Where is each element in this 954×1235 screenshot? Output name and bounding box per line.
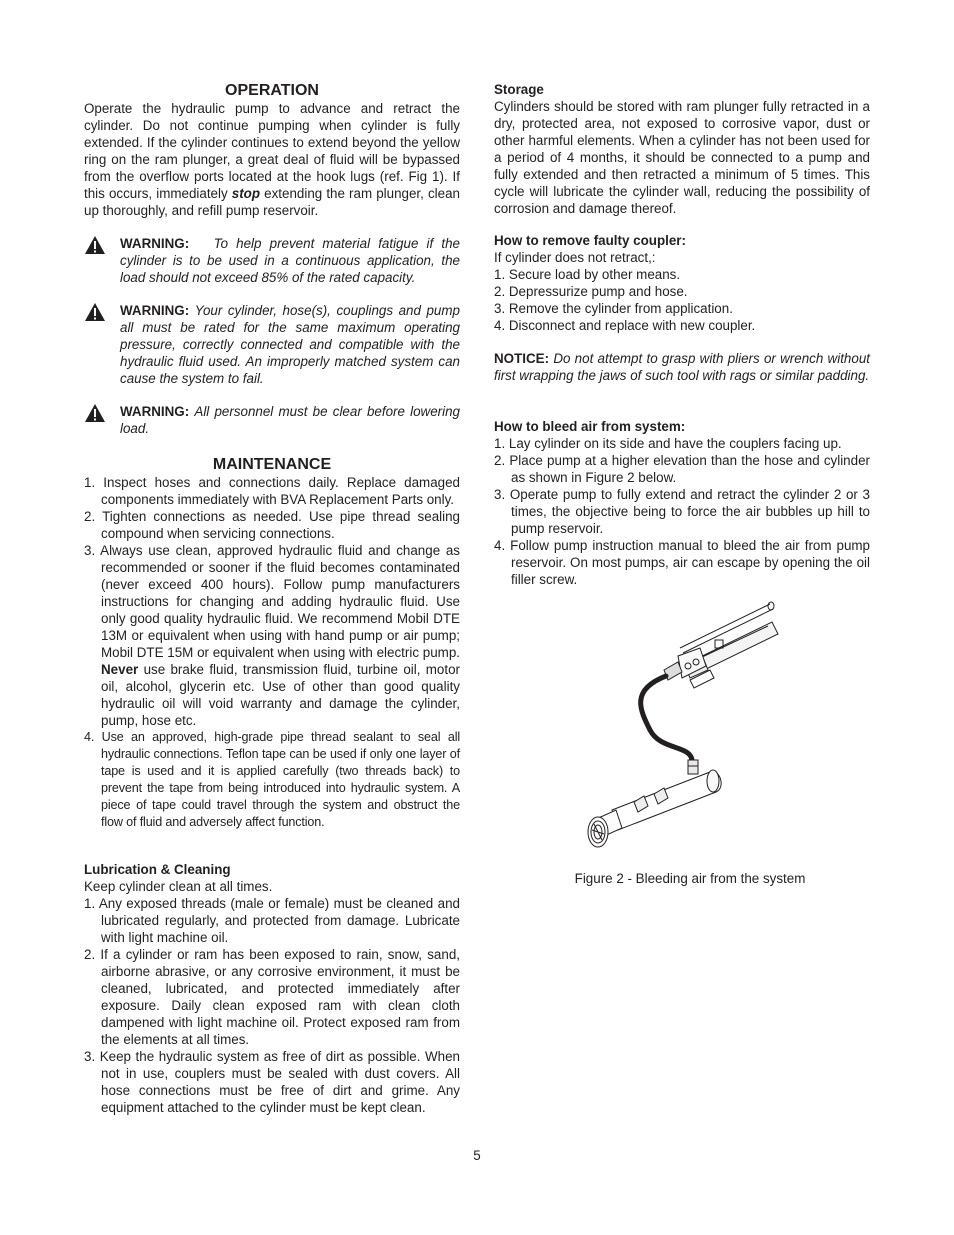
- maintenance-list: [84, 474, 460, 831]
- list-item: 3. Keep the hydraulic system as free of dirt as possible. When not in use, couplers must be sealed with dust covers. All hose connections must be free of dirt and grime. Any equipment attached to the cylinder must be kept clean.: [84, 1049, 460, 1115]
- coupler-section: [494, 232, 870, 334]
- list-item: 4. Use an approved, high-grade pipe thread sealant to seal all hydraulic connections. Teflon tape can be used if only one layer of tape is used and it is applied carefully (two threads back) to prevent the tape from being introduced into hydraulic system. A piece of tape could travel through the system and obstruct the flow of fluid and adversely affect function.: [84, 730, 460, 829]
- pump-hose-cylinder-illustration: [550, 600, 790, 862]
- list-item: 2. Depressurize pump and hose.: [494, 284, 688, 299]
- maintenance-section: [84, 455, 460, 831]
- list-item: 1. Secure load by other means.: [494, 267, 681, 282]
- list-item: 1. Inspect hoses and connections daily. Replace damaged components immediately with BVA Replacement Parts only.: [84, 475, 460, 507]
- list-item: 1. Any exposed threads (male or female) must be cleaned and lubricated regularly, and protected from damage. Lubricate with light machine oil.: [84, 896, 460, 945]
- storage-heading: Storage: [494, 82, 544, 97]
- warning-ratings: WARNING: Your cylinder, hose(s), couplings and pump all must be rated for the same maximum operating pressure, correctly connected and compatible with the hydraulic fluid used. An improperly matched system can cause the system to fail.: [84, 302, 460, 387]
- warning-triangle-icon: [84, 235, 106, 255]
- warning-triangle-icon: [84, 403, 106, 423]
- list-item: 1. Lay cylinder on its side and have the couplers facing up.: [494, 436, 842, 451]
- maintenance-heading: MAINTENANCE: [212, 456, 332, 473]
- operation-body: Operate the hydraulic pump to advance and retract the cylinder. Do not continue pumping when cylinder is fully extended. If the cylinder continues to extend beyond the yellow ring on the ram plunger, a great deal of fluid will be bypassed from the overflow ports located at the hook lugs (ref. Fig 1). If this occurs, immediately stop extending the ram plunger, clean up thoroughly, and refill pump reservoir.: [84, 101, 460, 218]
- figure-caption: Figure 2 - Bleeding air from the system: [574, 871, 806, 886]
- storage-body: Cylinders should be stored with ram plunger fully retracted in a dry, protected area, not exposed to corrosive vapor, dust or other harmful elements. When a cylinder has not been used for a period of 4 months, it should be connected to a pump and fully extended and then retracted a minimum of 5 times. This cycle will lubricate the cylinder wall, reducing the possibility of corrosion and damage thereof.: [494, 99, 870, 216]
- list-item: 3. Always use clean, approved hydraulic fluid and change as recommended or sooner if the fluid becomes contaminated (never exceed 400 hours). Follow pump manufacturers instructions for changing and adding hydraulic fluid. Use only good quality hydraulic fluid. We recommend Mobil DTE 13M or equivalent when using with hand pump or air pump; Mobil DTE 15M or equivalent when using with electric pump. Never use brake fluid, transmission fluid, turbine oil, motor oil, alcohol, glycerin etc. Use of other than good quality hydraulic oil will void warranty and damage the cylinder, pump, hose etc.: [84, 543, 460, 728]
- list-item: 2. Tighten connections as needed. Use pipe thread sealing compound when servicing connections.: [84, 509, 460, 541]
- lubrication-section: [84, 861, 460, 1116]
- bleed-section: [494, 418, 870, 588]
- list-item: 4. Disconnect and replace with new coupler.: [494, 318, 756, 333]
- notice-label: NOTICE:: [494, 351, 550, 366]
- bleed-heading: How to bleed air from system:: [494, 419, 686, 434]
- warning-personnel: WARNING: All personnel must be clear before lowering load.: [84, 403, 460, 437]
- operation-heading: OPERATION: [225, 82, 319, 99]
- page-number: 5: [473, 1148, 481, 1163]
- operation-section: [84, 81, 460, 219]
- list-item: 4. Follow pump instruction manual to bleed the air from pump reservoir. On most pumps, air can escape by opening the oil filler screw.: [494, 538, 870, 587]
- lubrication-intro: Keep cylinder clean at all times.: [84, 879, 273, 894]
- warning-fatigue: WARNING: To help prevent material fatigue if the cylinder is to be used in a continuous application, the load should not exceed 85% of the rated capacity.: [84, 235, 460, 286]
- list-item: 2. Place pump at a higher elevation than the hose and cylinder as shown in Figure 2 below.: [494, 453, 870, 485]
- coupler-heading: How to remove faulty coupler:: [494, 233, 686, 248]
- coupler-intro: If cylinder does not retract,:: [494, 250, 656, 265]
- lubrication-heading: Lubrication & Cleaning: [84, 862, 231, 877]
- list-item: 3. Remove the cylinder from application.: [494, 301, 733, 316]
- list-item: 2. If a cylinder or ram has been exposed to rain, snow, sand, airborne abrasive, or any corrosive environment, it must be cleaned, lubricated, and protected immediately after exposure. Daily clean exposed ram with clean cloth dampened with light machine oil. Protect exposed ram from the elements at all times.: [84, 947, 460, 1047]
- notice-section: [494, 350, 870, 384]
- lubrication-list: [84, 895, 460, 1116]
- bleed-list: [494, 435, 870, 588]
- list-item: 3. Operate pump to fully extend and retract the cylinder 2 or 3 times, the objective being to force the air bubbles up hill to pump reservoir.: [494, 487, 870, 536]
- coupler-list: [494, 266, 870, 334]
- notice-text: Do not attempt to grasp with pliers or wrench without first wrapping the jaws of such tool with rags or similar padding.: [494, 351, 870, 383]
- warning-triangle-icon: [84, 302, 106, 322]
- storage-section: [494, 81, 870, 217]
